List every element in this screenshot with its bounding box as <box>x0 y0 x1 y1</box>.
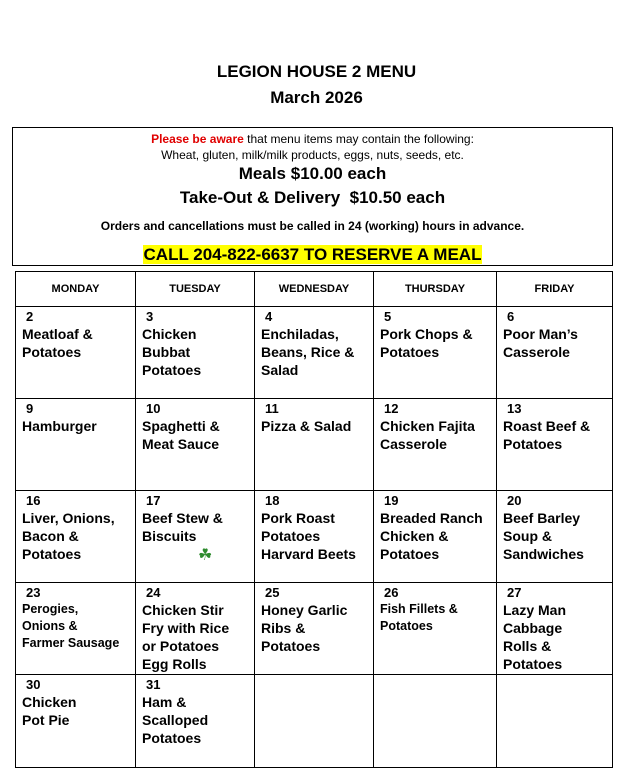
day-cell <box>136 583 255 675</box>
day-cell <box>16 583 136 675</box>
day-number: 26 <box>384 585 399 600</box>
meal-name: Chicken Pot Pie <box>22 694 77 728</box>
day-number: 19 <box>384 493 399 508</box>
meal-name: Poor Man’s Casserole <box>503 326 578 360</box>
meal-name: Pizza & Salad <box>261 418 352 434</box>
warning-text: Please be aware <box>151 132 244 146</box>
meal-name: Pork Chops & Potatoes <box>380 326 473 360</box>
day-number: 2 <box>26 309 34 324</box>
meal-name: Chicken Fajita Casserole <box>380 418 475 452</box>
meal-name: Breaded Ranch Chicken & Potatoes <box>380 510 483 562</box>
day-cell <box>497 307 613 399</box>
week-row <box>16 491 613 583</box>
day-number: 17 <box>146 493 161 508</box>
day-number: 20 <box>507 493 522 508</box>
day-number: 5 <box>384 309 392 324</box>
takeout-price: Take-Out & Delivery $10.50 each <box>179 188 446 207</box>
week-row <box>16 399 613 491</box>
meal-name: Chicken Stir Fry with Rice or Potatoes Egg Rolls <box>142 602 230 672</box>
day-number: 16 <box>26 493 41 508</box>
meal-name: Ham & Scalloped Potatoes <box>142 694 209 746</box>
meal-name: Honey Garlic Ribs & Potatoes <box>261 602 348 654</box>
weekday-header: TUESDAY <box>136 272 255 307</box>
weekday-header: WEDNESDAY <box>255 272 374 307</box>
week-row <box>16 307 613 399</box>
allergen-notice-line1 <box>13 132 612 146</box>
meal-name: Liver, Onions, Bacon & Potatoes <box>22 510 115 562</box>
meal-name: Roast Beef & Potatoes <box>503 418 591 452</box>
day-cell <box>497 675 613 768</box>
orders-note: Orders and cancellations must be called in 24 (working) hours in advance. <box>100 219 525 233</box>
day-cell <box>16 307 136 399</box>
meal-name: Chicken Bubbat Potatoes <box>142 326 202 378</box>
weekday-header: FRIDAY <box>497 272 613 307</box>
day-number: 30 <box>26 677 41 692</box>
weekday-header: THURSDAY <box>374 272 497 307</box>
day-cell <box>255 675 374 768</box>
day-cell <box>136 307 255 399</box>
day-cell <box>374 583 497 675</box>
meal-name: Fish Fillets & Potatoes <box>380 602 458 633</box>
day-number: 11 <box>265 401 279 416</box>
day-cell <box>136 491 255 583</box>
day-cell <box>497 399 613 491</box>
week-row <box>16 583 613 675</box>
day-cell <box>255 491 374 583</box>
day-number: 6 <box>507 309 515 324</box>
day-cell <box>374 307 497 399</box>
meal-name: Spaghetti & Meat Sauce <box>142 418 220 452</box>
menu-title: LEGION HOUSE 2 MENU <box>216 62 417 81</box>
day-cell <box>255 399 374 491</box>
day-cell <box>255 307 374 399</box>
day-cell <box>136 675 255 768</box>
meal-name: Lazy Man Cabbage Rolls & Potatoes <box>503 602 567 672</box>
day-number: 3 <box>146 309 154 324</box>
menu-month: March 2026 <box>270 88 363 107</box>
day-number: 25 <box>265 585 280 600</box>
menu-calendar <box>15 271 613 768</box>
day-number: 9 <box>26 401 34 416</box>
meal-name: Perogies, Onions & Farmer Sausage <box>22 602 120 650</box>
day-number: 10 <box>146 401 161 416</box>
day-number: 23 <box>26 585 41 600</box>
day-cell <box>374 399 497 491</box>
day-cell <box>136 399 255 491</box>
day-number: 31 <box>146 677 161 692</box>
day-number: 4 <box>265 309 273 324</box>
day-cell <box>255 583 374 675</box>
meal-name: Enchiladas, Beans, Rice & Salad <box>261 326 355 378</box>
day-cell <box>16 399 136 491</box>
day-number: 13 <box>507 401 522 416</box>
day-number: 12 <box>384 401 399 416</box>
meal-price: Meals $10.00 each <box>238 164 387 183</box>
allergen-list: Wheat, gluten, milk/milk products, eggs, nuts, seeds, etc. <box>161 148 464 162</box>
week-row <box>16 675 613 768</box>
meal-name: Hamburger <box>22 418 97 434</box>
day-cell <box>497 491 613 583</box>
weekday-header-row <box>16 272 613 307</box>
meal-name: Meatloaf & Potatoes <box>22 326 93 360</box>
day-number: 27 <box>507 585 522 600</box>
weekday-header: MONDAY <box>16 272 136 307</box>
meal-name: Beef Stew & Biscuits <box>142 510 223 544</box>
day-cell <box>16 491 136 583</box>
shamrock-icon: ☘ <box>198 547 213 564</box>
day-cell <box>374 491 497 583</box>
allergen-intro: that menu items may contain the following: <box>243 132 474 146</box>
day-cell <box>16 675 136 768</box>
meal-name: Beef Barley Soup & Sandwiches <box>503 510 584 562</box>
day-cell <box>497 583 613 675</box>
notice-box <box>12 127 613 266</box>
reserve-call-line: CALL 204-822-6637 TO RESERVE A MEAL <box>143 245 482 264</box>
day-number: 24 <box>146 585 161 600</box>
meal-name: Pork Roast Potatoes Harvard Beets <box>261 510 356 562</box>
day-cell <box>374 675 497 768</box>
day-number: 18 <box>265 493 280 508</box>
